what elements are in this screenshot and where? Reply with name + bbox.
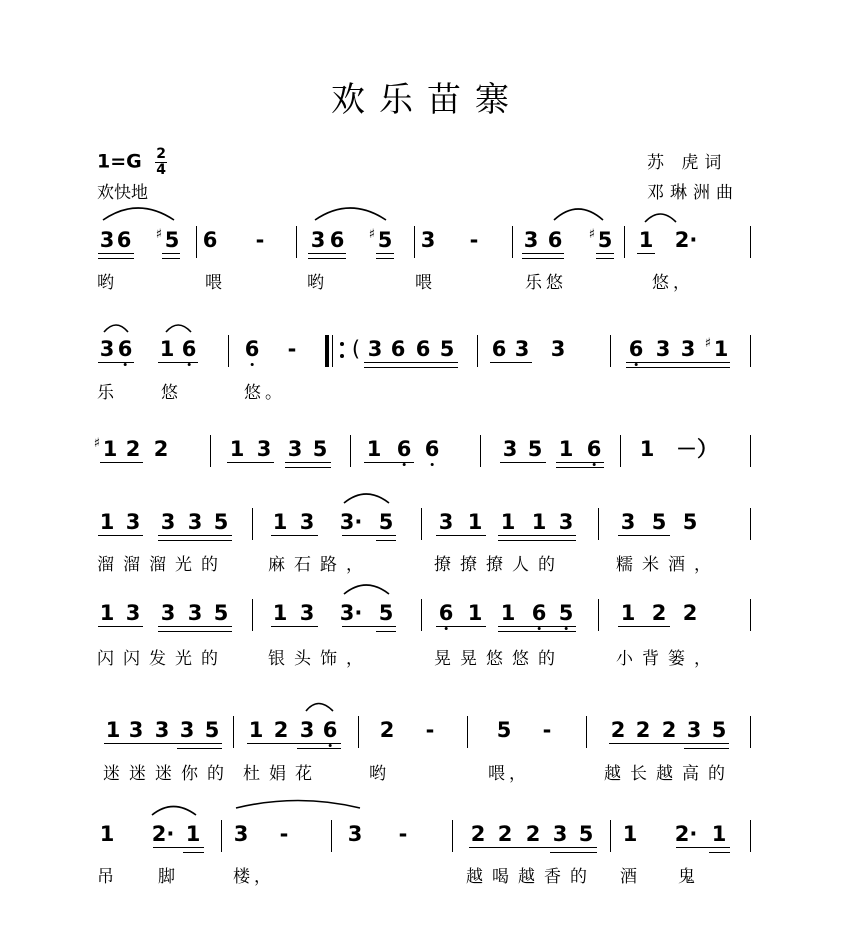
note-value: 3 [523,228,539,252]
rhythm-underline [618,626,670,627]
lyric-text: 楼， [233,867,275,887]
barline [750,435,751,467]
barline [610,820,611,852]
barline [598,508,599,540]
note-value: 2 [651,601,667,625]
sharp-icon: ♯ [155,227,162,242]
rhythm-underline [364,367,458,368]
rhythm-underline [522,258,564,259]
rhythm-underline [158,535,232,536]
rhythm-underline [490,362,532,363]
lyricist-credit: 苏 虎词 [647,153,728,173]
note-value: 2 [470,822,486,846]
barline [477,335,478,367]
note-value: 5 [213,510,229,534]
tie [236,801,360,809]
note-value: 3 [99,337,115,361]
barline [421,508,422,540]
lyric-text: 悠 [161,383,182,403]
lyric-text: 哟 [369,764,390,784]
barline [421,599,422,631]
note-value: 6 [628,337,644,361]
rhythm-underline [364,462,414,463]
note-value: 3 [299,718,315,742]
note-value: 3 [438,510,454,534]
note-value: 6 [586,437,602,461]
rhythm-underline [618,535,670,536]
rhythm-underline [158,631,232,632]
rhythm-underline [308,253,346,254]
lyric-text: 溜溜溜光的 [97,555,227,575]
barline [624,226,625,258]
note-value: 6 [390,337,406,361]
note-value: 3 [680,337,696,361]
note-value: 2 [273,718,289,742]
rhythm-underline [684,748,729,749]
barline [350,435,351,467]
lyric-text: 喂 [205,273,226,293]
lyric-text: 哟 [97,273,118,293]
barline [750,226,751,258]
note-value: 3· [339,601,363,625]
note-value: 3· [339,510,363,534]
lyric-text: 迷迷迷你的 [103,764,233,784]
note-value: 6 [181,337,197,361]
lyric-text: 糯米酒， [616,555,720,575]
note-value: 6 [491,337,507,361]
note-value: 5 [578,822,594,846]
lyric-text: 银头饰， [268,649,372,669]
note-value: 3 [160,510,176,534]
lyric-text: 喂， [488,764,530,784]
note-value: 3 [550,337,566,361]
note-value: 1 [713,337,729,361]
rhythm-underline [596,253,614,254]
lyric-text: 喂 [415,273,436,293]
rhythm-underline [626,367,730,368]
rhythm-underline [376,253,394,254]
rhythm-underline [308,258,346,259]
note-value: 1 [467,601,483,625]
note-value: 1 [620,601,636,625]
note-value: 6 [396,437,412,461]
barline [480,435,481,467]
barline [358,716,359,748]
slur [306,704,333,712]
note-value: 5 [651,510,667,534]
note-value: 3 [187,601,203,625]
note-value: 1 [467,510,483,534]
note-value: 5 [377,228,393,252]
rhythm-underline [98,535,143,536]
note-value: 1 [622,822,638,846]
lyric-text: 小背篓， [616,649,720,669]
note-value: 5 [213,601,229,625]
lyric-text: 越喝越香的 [466,867,596,887]
note-value: 1 [500,601,516,625]
note-value: 2 [153,437,169,461]
slur [344,585,389,594]
lyric-text: 乐 [97,383,118,403]
rhythm-underline [98,258,134,259]
note-value: - [287,337,297,361]
rhythm-underline [342,626,396,627]
rhythm-underline [183,852,204,853]
note-value: 6 [322,718,338,742]
note-value: 3 [367,337,383,361]
rhythm-underline [342,535,396,536]
note-value: 1 [105,718,121,742]
repeat-dot [340,354,344,358]
note-value: 3 [347,822,363,846]
lyric-text: 撩撩撩人的 [434,555,564,575]
note-value: 3 [686,718,702,742]
rhythm-underline [469,847,597,848]
rhythm-underline [285,467,331,468]
lyric-text: 悠， [652,273,694,293]
note-value: 1 [99,601,115,625]
note-value: 1 [531,510,547,534]
note-value: 5 [496,718,512,742]
rhythm-underline [498,626,576,627]
note-value: 3 [502,437,518,461]
note-value: 2· [674,228,698,252]
barline [750,820,751,852]
sharp-icon: ♯ [93,436,100,451]
barline [332,335,333,367]
note-value: 1 [500,510,516,534]
note-value: 6 [329,228,345,252]
note-value: 6 [424,437,440,461]
rhythm-underline [153,847,204,848]
barline [221,820,222,852]
note-value: 2 [635,718,651,742]
barline [750,335,751,367]
note-value: - [542,718,552,742]
note-value: 2 [661,718,677,742]
note-value: 3 [558,510,574,534]
barline [196,226,197,258]
lyric-text: 麻石路， [268,555,372,575]
rhythm-underline [500,462,546,463]
rhythm-underline [98,253,134,254]
barline [610,335,611,367]
note-value: 5 [204,718,220,742]
rhythm-underline [104,743,222,744]
note-value: 1 [558,437,574,461]
slur [315,208,386,220]
note-value: - [425,718,435,742]
rhythm-underline [158,362,198,363]
note-value: 2 [525,822,541,846]
rhythm-underline [158,626,232,627]
rhythm-underline [498,535,576,536]
note-value: 3 [125,510,141,534]
lyric-text: 越长越高的 [604,764,734,784]
note-value: 1 [159,337,175,361]
note-value: 2 [682,601,698,625]
note-value: 3 [154,718,170,742]
slur [645,214,676,222]
open-paren: ( [351,337,361,361]
note-value: 3 [299,510,315,534]
note-value: 2 [379,718,395,742]
note-value: 1 [638,228,654,252]
rhythm-underline [177,748,222,749]
slur [152,807,196,816]
note-value: 3 [655,337,671,361]
note-value: 5 [558,601,574,625]
rhythm-underline [550,852,597,853]
note-value: 3 [233,822,249,846]
note-value: 1 [99,510,115,534]
rhythm-underline [436,626,486,627]
rhythm-underline [556,462,604,463]
note-value: 3 [620,510,636,534]
note-value: 6 [244,337,260,361]
note-value: 6 [116,228,132,252]
key-label: 1=G [97,150,142,173]
note-value: 3 [420,228,436,252]
note-value: 1 [102,437,118,461]
rhythm-underline [376,631,396,632]
barline [750,599,751,631]
composer-credit: 邓琳洲曲 [647,183,739,203]
note-value: 5 [711,718,727,742]
barline [467,716,468,748]
note-value: 2· [151,822,175,846]
lyric-text: 杜娟花 [243,764,321,784]
sharp-icon: ♯ [704,336,711,351]
slur [103,208,174,220]
rhythm-underline [297,748,341,749]
note-value: 5 [378,601,394,625]
note-value: 5 [527,437,543,461]
barline [233,716,234,748]
sharp-icon: ♯ [368,227,375,242]
rhythm-underline [436,535,486,536]
note-value: 3 [125,601,141,625]
rhythm-underline [364,362,458,363]
lyric-text: 脚 [158,867,179,887]
note-value: 1 [272,601,288,625]
rhythm-underline [376,258,394,259]
note-value: 3 [287,437,303,461]
slur [166,325,191,332]
rhythm-underline [271,535,318,536]
rhythm-underline [522,253,564,254]
note-value: - [255,228,265,252]
barline [750,508,751,540]
note-value: 2 [497,822,513,846]
note-value: 2· [674,822,698,846]
note-value: 3 [187,510,203,534]
barline [620,435,621,467]
barline [252,508,253,540]
note-value: 1 [185,822,201,846]
rhythm-underline [158,540,232,541]
slur [344,494,389,503]
barline [414,226,415,258]
repeat-barline [325,335,329,367]
lyric-text: 吊 [97,867,118,887]
note-value: 3 [299,601,315,625]
rhythm-underline [98,626,143,627]
barline [210,435,211,467]
note-value: 5 [439,337,455,361]
rhythm-underline [676,847,730,848]
rhythm-underline [498,540,576,541]
rhythm-underline [98,362,134,363]
rhythm-underline [596,258,614,259]
lyric-text: 哟 [307,273,328,293]
barline [750,716,751,748]
note-value: 5 [164,228,180,252]
rhythm-underline [556,467,604,468]
note-value: 3 [179,718,195,742]
time-sig-top: 2 [156,146,167,162]
rhythm-underline [247,743,341,744]
rhythm-underline [498,631,576,632]
note-value: - [398,822,408,846]
note-value: 2 [610,718,626,742]
lyric-text: 晃晃悠悠的 [434,649,564,669]
rhythm-underline [626,362,730,363]
note-value: 1 [639,437,655,461]
note-value: 1 [272,510,288,534]
rhythm-underline [162,258,180,259]
tempo-marking: 欢快地 [97,183,148,203]
rhythm-underline [376,540,396,541]
lyric-text: 闪闪发光的 [97,649,227,669]
note-value: 5 [682,510,698,534]
barline [452,820,453,852]
barline [512,226,513,258]
rhythm-underline [271,626,318,627]
note-value: 5 [597,228,613,252]
note-value: 2 [125,437,141,461]
note-value: 5 [312,437,328,461]
note-value: 1 [711,822,727,846]
rhythm-underline [285,462,331,463]
note-value: －） [676,437,718,461]
rhythm-underline [609,743,729,744]
barline [296,226,297,258]
note-value: 1 [248,718,264,742]
note-value: 1 [99,822,115,846]
rhythm-underline [709,852,730,853]
note-value: 5 [378,510,394,534]
note-value: 3 [128,718,144,742]
slur [554,209,603,220]
lyric-text: 悠。 [244,383,286,403]
barline [586,716,587,748]
note-value: 6 [415,337,431,361]
note-value: 6 [531,601,547,625]
note-value: - [469,228,479,252]
rhythm-underline [637,253,655,254]
note-value: 3 [160,601,176,625]
barline [331,820,332,852]
repeat-dot [340,342,344,346]
lyric-text: 酒 [620,867,641,887]
rhythm-underline [227,462,274,463]
note-value: 1 [229,437,245,461]
note-value: 3 [552,822,568,846]
lyric-text: 乐悠 [525,273,567,293]
note-value: 3 [256,437,272,461]
note-value: 6 [438,601,454,625]
note-value: 6 [547,228,563,252]
sharp-icon: ♯ [588,227,595,242]
note-value: 6 [117,337,133,361]
note-value: - [279,822,289,846]
note-value: 3 [310,228,326,252]
barline [598,599,599,631]
page-title: 欢乐苗寨 [331,80,523,120]
lyric-text: 鬼 [678,867,699,887]
rhythm-underline [162,253,180,254]
note-value: 3 [99,228,115,252]
note-value: 6 [202,228,218,252]
time-sig-bottom: 4 [156,162,167,178]
note-value: 3 [514,337,530,361]
slur [104,325,128,332]
barline [252,599,253,631]
barline [228,335,229,367]
rhythm-underline [100,462,143,463]
note-value: 1 [366,437,382,461]
